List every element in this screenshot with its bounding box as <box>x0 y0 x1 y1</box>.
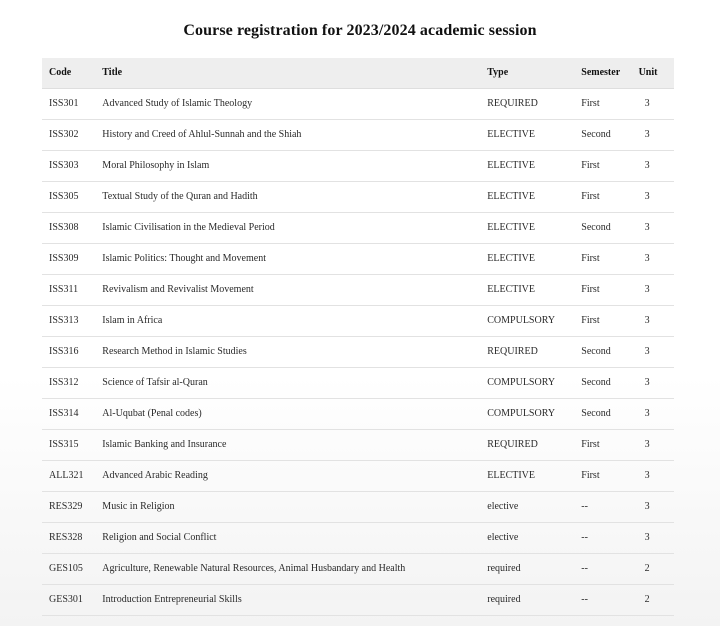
cell-title: Islamic Banking and Insurance <box>102 429 487 460</box>
cell-unit: 3 <box>639 274 674 305</box>
cell-semester: -- <box>581 553 638 584</box>
cell-code: ISS314 <box>42 398 102 429</box>
cell-type: REQUIRED <box>487 88 581 119</box>
cell-type: ELECTIVE <box>487 181 581 212</box>
cell-unit: 3 <box>639 398 674 429</box>
cell-unit: 3 <box>639 119 674 150</box>
cell-unit: 3 <box>639 150 674 181</box>
cell-title: Music in Religion <box>102 491 487 522</box>
cell-unit: 3 <box>639 491 674 522</box>
cell-semester: -- <box>581 522 638 553</box>
cell-unit: 3 <box>639 460 674 491</box>
cell-semester: First <box>581 150 638 181</box>
cell-type: COMPULSORY <box>487 398 581 429</box>
cell-type: ELECTIVE <box>487 274 581 305</box>
header-type: Type <box>487 58 581 88</box>
cell-unit: 3 <box>639 429 674 460</box>
table-row <box>42 336 674 367</box>
cell-unit: 3 <box>639 212 674 243</box>
cell-code: ALL321 <box>42 460 102 491</box>
cell-semester: First <box>581 305 638 336</box>
cell-semester: Second <box>581 398 638 429</box>
cell-title: Religion and Social Conflict <box>102 522 487 553</box>
cell-unit: 3 <box>639 522 674 553</box>
cell-title: Moral Philosophy in Islam <box>102 150 487 181</box>
cell-code: RES329 <box>42 491 102 522</box>
cell-code: ISS312 <box>42 367 102 398</box>
table-row <box>42 584 674 615</box>
table-row <box>42 119 674 150</box>
cell-unit: 3 <box>639 336 674 367</box>
cell-code: ISS309 <box>42 243 102 274</box>
cell-type: elective <box>487 522 581 553</box>
cell-title: Revivalism and Revivalist Movement <box>102 274 487 305</box>
table-row <box>42 181 674 212</box>
header-unit: Unit <box>639 58 674 88</box>
cell-type: required <box>487 553 581 584</box>
cell-unit: 3 <box>639 181 674 212</box>
cell-code: ISS305 <box>42 181 102 212</box>
cell-code: GES301 <box>42 584 102 615</box>
table-row <box>42 150 674 181</box>
cell-title: Science of Tafsir al-Quran <box>102 367 487 398</box>
cell-semester: Second <box>581 336 638 367</box>
cell-code: ISS303 <box>42 150 102 181</box>
cell-type: REQUIRED <box>487 336 581 367</box>
cell-semester: -- <box>581 491 638 522</box>
cell-type: ELECTIVE <box>487 460 581 491</box>
cell-title: Advanced Arabic Reading <box>102 460 487 491</box>
cell-code: ISS316 <box>42 336 102 367</box>
cell-unit: 3 <box>639 243 674 274</box>
cell-unit: 3 <box>639 88 674 119</box>
table-row <box>42 367 674 398</box>
cell-semester: Second <box>581 212 638 243</box>
cell-title: Advanced Study of Islamic Theology <box>102 88 487 119</box>
cell-title: Textual Study of the Quran and Hadith <box>102 181 487 212</box>
cell-title: Islamic Politics: Thought and Movement <box>102 243 487 274</box>
table-row <box>42 88 674 119</box>
cell-title: Research Method in Islamic Studies <box>102 336 487 367</box>
cell-type: required <box>487 584 581 615</box>
cell-code: ISS311 <box>42 274 102 305</box>
cell-type: ELECTIVE <box>487 212 581 243</box>
table-header-row <box>42 58 674 88</box>
cell-semester: -- <box>581 584 638 615</box>
cell-title: Islam in Africa <box>102 305 487 336</box>
cell-semester: Second <box>581 367 638 398</box>
page-title: Course registration for 2023/2024 academic session <box>183 22 537 39</box>
cell-type: ELECTIVE <box>487 150 581 181</box>
cell-title: Introduction Entrepreneurial Skills <box>102 584 487 615</box>
cell-code: RES328 <box>42 522 102 553</box>
cell-title: Islamic Civilisation in the Medieval Period <box>102 212 487 243</box>
cell-unit: 3 <box>639 305 674 336</box>
table-row <box>42 274 674 305</box>
cell-semester: First <box>581 181 638 212</box>
table-row <box>42 243 674 274</box>
cell-code: ISS302 <box>42 119 102 150</box>
cell-unit: 3 <box>639 367 674 398</box>
cell-code: ISS315 <box>42 429 102 460</box>
cell-type: REQUIRED <box>487 429 581 460</box>
cell-unit: 2 <box>639 553 674 584</box>
cell-semester: First <box>581 274 638 305</box>
table-row <box>42 212 674 243</box>
table-row <box>42 460 674 491</box>
header-title: Title <box>102 58 487 88</box>
table-row <box>42 522 674 553</box>
cell-code: GES105 <box>42 553 102 584</box>
header-code: Code <box>42 58 102 88</box>
table-row <box>42 491 674 522</box>
cell-semester: First <box>581 243 638 274</box>
cell-type: COMPULSORY <box>487 367 581 398</box>
cell-semester: First <box>581 460 638 491</box>
table-row <box>42 429 674 460</box>
cell-semester: Second <box>581 119 638 150</box>
table-row <box>42 305 674 336</box>
cell-code: ISS301 <box>42 88 102 119</box>
cell-type: ELECTIVE <box>487 243 581 274</box>
course-registration-table <box>42 58 674 616</box>
table-body <box>42 88 674 615</box>
cell-semester: First <box>581 429 638 460</box>
cell-code: ISS313 <box>42 305 102 336</box>
cell-type: elective <box>487 491 581 522</box>
table-row <box>42 398 674 429</box>
cell-title: History and Creed of Ahlul-Sunnah and the Shiah <box>102 119 487 150</box>
cell-title: Al-Uqubat (Penal codes) <box>102 398 487 429</box>
cell-semester: First <box>581 88 638 119</box>
table-row <box>42 553 674 584</box>
cell-type: ELECTIVE <box>487 119 581 150</box>
cell-type: COMPULSORY <box>487 305 581 336</box>
cell-unit: 2 <box>639 584 674 615</box>
cell-code: ISS308 <box>42 212 102 243</box>
cell-title: Agriculture, Renewable Natural Resources, Animal Husbandary and Health <box>102 553 487 584</box>
header-semester: Semester <box>581 58 638 88</box>
